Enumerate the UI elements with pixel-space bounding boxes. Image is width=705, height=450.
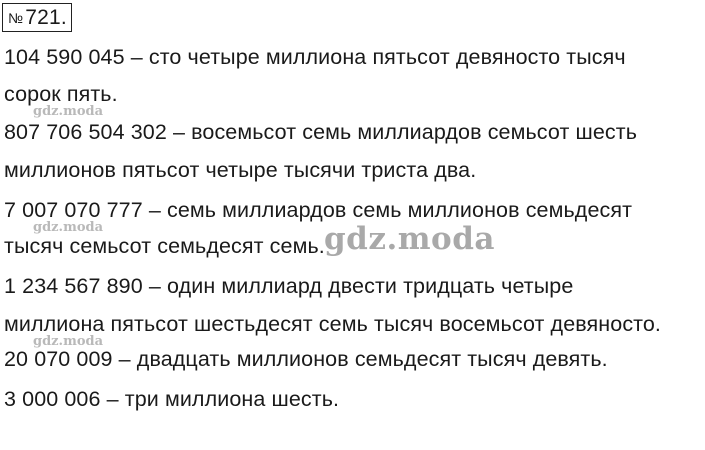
text-line-5: 7 007 070 777 – семь миллиардов семь миллионов семьдесят (4, 198, 633, 222)
number-sign: № (8, 10, 24, 26)
watermark-small-3: gdz.moda (33, 334, 104, 349)
text-line-7: 1 234 567 890 – один миллиард двести тридцать четыре (4, 274, 574, 298)
text-line-3: 807 706 504 302 – восемьсот семь миллиардов семьсот шесть (4, 120, 637, 144)
text-line-2: сорок пять. (4, 82, 118, 106)
text-line-1: 104 590 045 – сто четыре миллиона пятьсот девяносто тысяч (4, 45, 626, 69)
text-line-9: 20 070 009 – двадцать миллионов семьдесят тысяч девять. (4, 347, 608, 371)
text-line-4: миллионов пятьсот четыре тысячи триста два. (4, 158, 477, 182)
watermark-large: gdz.moda (324, 221, 495, 257)
text-line-8: миллиона пятьсот шестьдесят семь тысяч восемьсот девяносто. (4, 312, 661, 336)
text-line-6: тысяч семьсот семьдесят семь. (4, 234, 325, 258)
watermark-small-1: gdz.moda (33, 104, 104, 119)
watermark-small-2: gdz.moda (33, 220, 104, 235)
problem-number: 721. (25, 6, 67, 29)
problem-number-box (2, 3, 72, 32)
text-line-10: 3 000 006 – три миллиона шесть. (4, 387, 340, 411)
